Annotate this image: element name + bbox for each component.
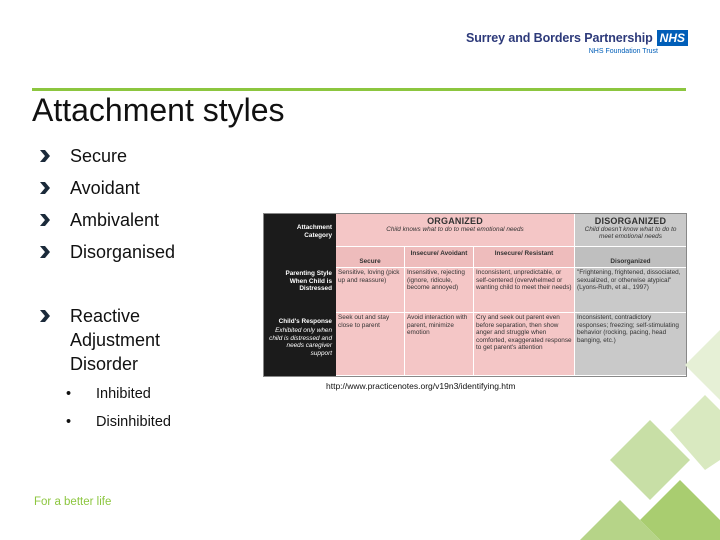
- parenting-style-label: Parenting Style When Child is Distressed: [285, 270, 332, 293]
- subheader-avoidant: Insecure/ Avoidant: [405, 247, 473, 267]
- row2-resistant: Cry and seek out parent even before separation, then show anger and struggle when comforted, exaggerated response to get parent's attention: [474, 313, 574, 375]
- bullet-label: Secure: [70, 146, 128, 166]
- row2-avoidant: Avoid interaction with parent, minimize emotion: [405, 313, 473, 375]
- bullet-disorganised: [40, 240, 240, 264]
- source-link[interactable]: http://www.practicenotes.org/v19n3/identifying.htm: [326, 381, 516, 391]
- title-rule: [32, 88, 686, 91]
- sub-bullet-inhibited: [66, 384, 171, 412]
- organized-header: [336, 214, 574, 246]
- attachment-category-label: Attachment Category: [296, 224, 332, 239]
- logo-row: [466, 30, 688, 46]
- subheader-secure: Secure: [336, 247, 404, 267]
- childs-response-label: Child's Response: [278, 318, 332, 325]
- bullet-ambivalent: [40, 208, 240, 232]
- sub-bullet-list: [66, 384, 171, 440]
- sub-bullet-marker: •: [66, 386, 72, 402]
- sub-bullet-label: Inhibited: [96, 386, 151, 402]
- logo-name: Surrey and Borders Partnership: [466, 31, 653, 45]
- bullet-label: Avoidant: [70, 178, 140, 198]
- bullet-label: Ambivalent: [70, 210, 160, 230]
- bullet-label: Disorganised: [70, 242, 176, 262]
- chevron-bullet-icon: [40, 150, 50, 162]
- row1-secure: Sensitive, loving (pick up and reassure): [336, 268, 404, 312]
- subheader-disorganized: Disorganized: [575, 247, 686, 267]
- bullet-secure: [40, 144, 240, 168]
- chevron-bullet-icon: [40, 310, 50, 322]
- bullet-avoidant: [40, 176, 240, 200]
- row1-disorganized: "Frightening, frightened, dissociated, sexualized, or otherwise atypical" (Lyons-Ruth, et al., 1997): [575, 268, 686, 312]
- bullet-reactive-adjustment-disorder: [40, 304, 190, 376]
- disorganized-title: DISORGANIZED: [594, 216, 667, 226]
- footer-slogan: For a better life: [34, 496, 112, 508]
- disorganized-note: Child doesn't know what to do to meet emotional needs: [584, 225, 677, 241]
- decorative-arrows-icon: [490, 310, 720, 540]
- nhs-badge: NHS: [657, 30, 688, 46]
- slide-title: Attachment styles: [32, 92, 285, 128]
- chevron-bullet-icon: [40, 246, 50, 258]
- sub-bullet-disinhibited: [66, 412, 171, 440]
- chevron-bullet-icon: [40, 182, 50, 194]
- childs-response-detail: Exhibited only when child is distressed and needs caregiver support: [269, 327, 332, 357]
- bullet-list: [40, 144, 240, 376]
- chevron-bullet-icon: [40, 214, 50, 226]
- sub-bullet-label: Disinhibited: [96, 414, 171, 430]
- subheader-resistant: Insecure/ Resistant: [474, 247, 574, 267]
- row1-resistant: Inconsistent, unpredictable, or self-centered (overwhelmed or wanting child to meet their needs): [474, 268, 574, 312]
- disorganized-header: [575, 214, 686, 246]
- organized-note: Child knows what to do to meet emotional needs: [386, 225, 524, 233]
- organized-title: ORGANIZED: [427, 216, 483, 226]
- row2-secure: Seek out and stay close to parent: [336, 313, 404, 375]
- row1-avoidant: Insensitive, rejecting (ignore, ridicule, become annoyed): [405, 268, 473, 312]
- row2-disorganized: Inconsistent, contradictory responses; freezing; self-stimulating behavior (rocking, pacing, head banging, etc.): [575, 313, 686, 375]
- trust-logo: [466, 30, 688, 55]
- bullet-label: Reactive Adjustment Disorder: [70, 306, 161, 374]
- logo-subtitle: NHS Foundation Trust: [588, 48, 658, 55]
- sub-bullet-marker: •: [66, 414, 72, 430]
